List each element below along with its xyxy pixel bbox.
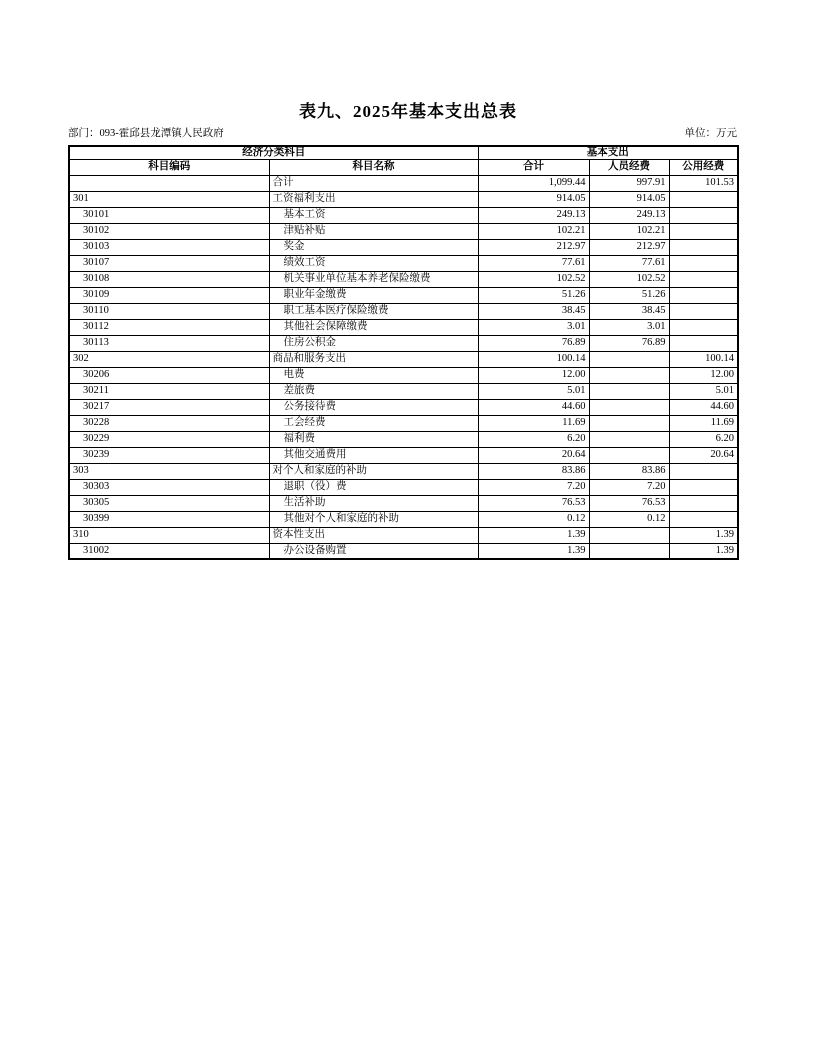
cell-subject-code: 302 (69, 351, 269, 367)
table-row (69, 271, 738, 287)
column-header-row (69, 159, 738, 175)
table-row (69, 367, 738, 383)
cell-total: 102.52 (478, 271, 589, 287)
cell-subject-name: 电费 (269, 367, 478, 383)
table-row (69, 527, 738, 543)
cell-personnel-funds: 212.97 (589, 239, 669, 255)
cell-subject-name: 绩效工资 (269, 255, 478, 271)
cell-personnel-funds: 51.26 (589, 287, 669, 303)
table-row (69, 463, 738, 479)
cell-subject-code: 30112 (69, 319, 269, 335)
cell-total: 76.89 (478, 335, 589, 351)
cell-subject-code: 30399 (69, 511, 269, 527)
cell-total: 1,099.44 (478, 175, 589, 191)
cell-personnel-funds: 0.12 (589, 511, 669, 527)
cell-total: 12.00 (478, 367, 589, 383)
cell-public-funds (669, 303, 738, 319)
cell-personnel-funds: 3.01 (589, 319, 669, 335)
cell-total: 1.39 (478, 527, 589, 543)
cell-subject-code: 30229 (69, 431, 269, 447)
cell-subject-name: 住房公积金 (269, 335, 478, 351)
cell-subject-name: 其他对个人和家庭的补助 (269, 511, 478, 527)
cell-personnel-funds: 7.20 (589, 479, 669, 495)
cell-total: 0.12 (478, 511, 589, 527)
cell-public-funds: 44.60 (669, 399, 738, 415)
cell-total: 914.05 (478, 191, 589, 207)
cell-total: 83.86 (478, 463, 589, 479)
cell-subject-name: 公务接待费 (269, 399, 478, 415)
cell-subject-name: 其他社会保障缴费 (269, 319, 478, 335)
table-row (69, 175, 738, 191)
page-title: 表九、2025年基本支出总表 (299, 102, 517, 121)
cell-personnel-funds: 914.05 (589, 191, 669, 207)
table-row (69, 543, 738, 559)
cell-public-funds: 101.53 (669, 175, 738, 191)
cell-personnel-funds: 249.13 (589, 207, 669, 223)
cell-public-funds (669, 463, 738, 479)
cell-subject-name: 退职（役）费 (269, 479, 478, 495)
cell-total: 7.20 (478, 479, 589, 495)
cell-subject-name: 奖金 (269, 239, 478, 255)
cell-total: 11.69 (478, 415, 589, 431)
table-row (69, 255, 738, 271)
header-basic-expenditure: 基本支出 (478, 146, 738, 159)
table-row (69, 303, 738, 319)
column-header-personnel: 人员经费 (589, 159, 669, 175)
table-row (69, 191, 738, 207)
cell-public-funds: 11.69 (669, 415, 738, 431)
cell-public-funds: 1.39 (669, 527, 738, 543)
cell-personnel-funds: 77.61 (589, 255, 669, 271)
cell-subject-code: 30110 (69, 303, 269, 319)
table-row (69, 319, 738, 335)
cell-subject-name: 基本工资 (269, 207, 478, 223)
cell-subject-name: 差旅费 (269, 383, 478, 399)
table-row (69, 415, 738, 431)
cell-subject-name: 商品和服务支出 (269, 351, 478, 367)
basic-expenditure-table (68, 145, 739, 560)
cell-public-funds (669, 255, 738, 271)
table-row (69, 399, 738, 415)
cell-subject-code: 31002 (69, 543, 269, 559)
department-label: 部门：093-霍邱县龙潭镇人民政府 (68, 128, 224, 139)
cell-subject-code: 30217 (69, 399, 269, 415)
cell-public-funds (669, 271, 738, 287)
cell-total: 1.39 (478, 543, 589, 559)
cell-personnel-funds: 102.21 (589, 223, 669, 239)
cell-personnel-funds: 102.52 (589, 271, 669, 287)
table-row (69, 207, 738, 223)
cell-subject-code: 30211 (69, 383, 269, 399)
cell-public-funds (669, 335, 738, 351)
cell-subject-code: 310 (69, 527, 269, 543)
cell-subject-code: 30109 (69, 287, 269, 303)
table-row (69, 495, 738, 511)
cell-subject-code: 30303 (69, 479, 269, 495)
cell-subject-code: 30102 (69, 223, 269, 239)
column-header-subject-code: 科目编码 (69, 159, 269, 175)
cell-subject-code: 30305 (69, 495, 269, 511)
table-header (69, 146, 738, 175)
cell-public-funds (669, 479, 738, 495)
cell-total: 20.64 (478, 447, 589, 463)
cell-subject-code: 30101 (69, 207, 269, 223)
cell-subject-code: 30113 (69, 335, 269, 351)
cell-subject-code: 30103 (69, 239, 269, 255)
cell-subject-code: 30108 (69, 271, 269, 287)
cell-personnel-funds (589, 367, 669, 383)
cell-personnel-funds (589, 431, 669, 447)
cell-public-funds: 1.39 (669, 543, 738, 559)
cell-personnel-funds (589, 543, 669, 559)
cell-total: 5.01 (478, 383, 589, 399)
cell-total: 51.26 (478, 287, 589, 303)
table-row (69, 335, 738, 351)
cell-total: 102.21 (478, 223, 589, 239)
table-row (69, 511, 738, 527)
table-row (69, 383, 738, 399)
cell-personnel-funds (589, 399, 669, 415)
table-row (69, 479, 738, 495)
cell-public-funds: 12.00 (669, 367, 738, 383)
cell-personnel-funds: 83.86 (589, 463, 669, 479)
unit-label: 单位：万元 (684, 128, 737, 139)
cell-personnel-funds (589, 527, 669, 543)
cell-subject-code (69, 175, 269, 191)
cell-subject-name: 办公设备购置 (269, 543, 478, 559)
cell-personnel-funds: 76.89 (589, 335, 669, 351)
cell-personnel-funds (589, 351, 669, 367)
cell-subject-code: 301 (69, 191, 269, 207)
table-body (69, 175, 738, 559)
cell-subject-code: 30206 (69, 367, 269, 383)
cell-total: 77.61 (478, 255, 589, 271)
cell-subject-name: 生活补助 (269, 495, 478, 511)
table-row (69, 447, 738, 463)
cell-public-funds (669, 223, 738, 239)
cell-subject-name: 工会经费 (269, 415, 478, 431)
cell-subject-name: 其他交通费用 (269, 447, 478, 463)
cell-public-funds (669, 207, 738, 223)
header-economic-classification: 经济分类科目 (69, 146, 478, 159)
cell-public-funds (669, 319, 738, 335)
cell-public-funds (669, 495, 738, 511)
cell-total: 249.13 (478, 207, 589, 223)
cell-subject-code: 30228 (69, 415, 269, 431)
cell-public-funds: 5.01 (669, 383, 738, 399)
cell-personnel-funds: 38.45 (589, 303, 669, 319)
column-header-subject-name: 科目名称 (269, 159, 478, 175)
cell-personnel-funds (589, 447, 669, 463)
header-group-row (69, 146, 738, 159)
table-row (69, 351, 738, 367)
cell-subject-name: 津贴补贴 (269, 223, 478, 239)
cell-subject-name: 资本性支出 (269, 527, 478, 543)
cell-subject-name: 机关事业单位基本养老保险缴费 (269, 271, 478, 287)
cell-total: 3.01 (478, 319, 589, 335)
cell-total: 38.45 (478, 303, 589, 319)
cell-subject-name: 福利费 (269, 431, 478, 447)
cell-personnel-funds (589, 415, 669, 431)
cell-subject-code: 30107 (69, 255, 269, 271)
column-header-total: 合计 (478, 159, 589, 175)
cell-public-funds (669, 191, 738, 207)
cell-subject-name: 对个人和家庭的补助 (269, 463, 478, 479)
cell-subject-name: 职业年金缴费 (269, 287, 478, 303)
cell-total: 76.53 (478, 495, 589, 511)
cell-subject-code: 30239 (69, 447, 269, 463)
cell-public-funds: 20.64 (669, 447, 738, 463)
cell-total: 44.60 (478, 399, 589, 415)
cell-subject-name: 职工基本医疗保险缴费 (269, 303, 478, 319)
cell-subject-code: 303 (69, 463, 269, 479)
cell-total: 6.20 (478, 431, 589, 447)
cell-public-funds: 100.14 (669, 351, 738, 367)
table-row (69, 239, 738, 255)
cell-subject-name: 工资福利支出 (269, 191, 478, 207)
cell-public-funds (669, 511, 738, 527)
cell-total: 100.14 (478, 351, 589, 367)
cell-personnel-funds: 997.91 (589, 175, 669, 191)
column-header-public-funds: 公用经费 (669, 159, 738, 175)
cell-public-funds (669, 287, 738, 303)
table-row (69, 431, 738, 447)
cell-personnel-funds: 76.53 (589, 495, 669, 511)
table-row (69, 223, 738, 239)
cell-personnel-funds (589, 383, 669, 399)
cell-subject-name: 合计 (269, 175, 478, 191)
cell-public-funds: 6.20 (669, 431, 738, 447)
meta-row (68, 127, 737, 141)
table-row (69, 287, 738, 303)
cell-total: 212.97 (478, 239, 589, 255)
cell-public-funds (669, 239, 738, 255)
